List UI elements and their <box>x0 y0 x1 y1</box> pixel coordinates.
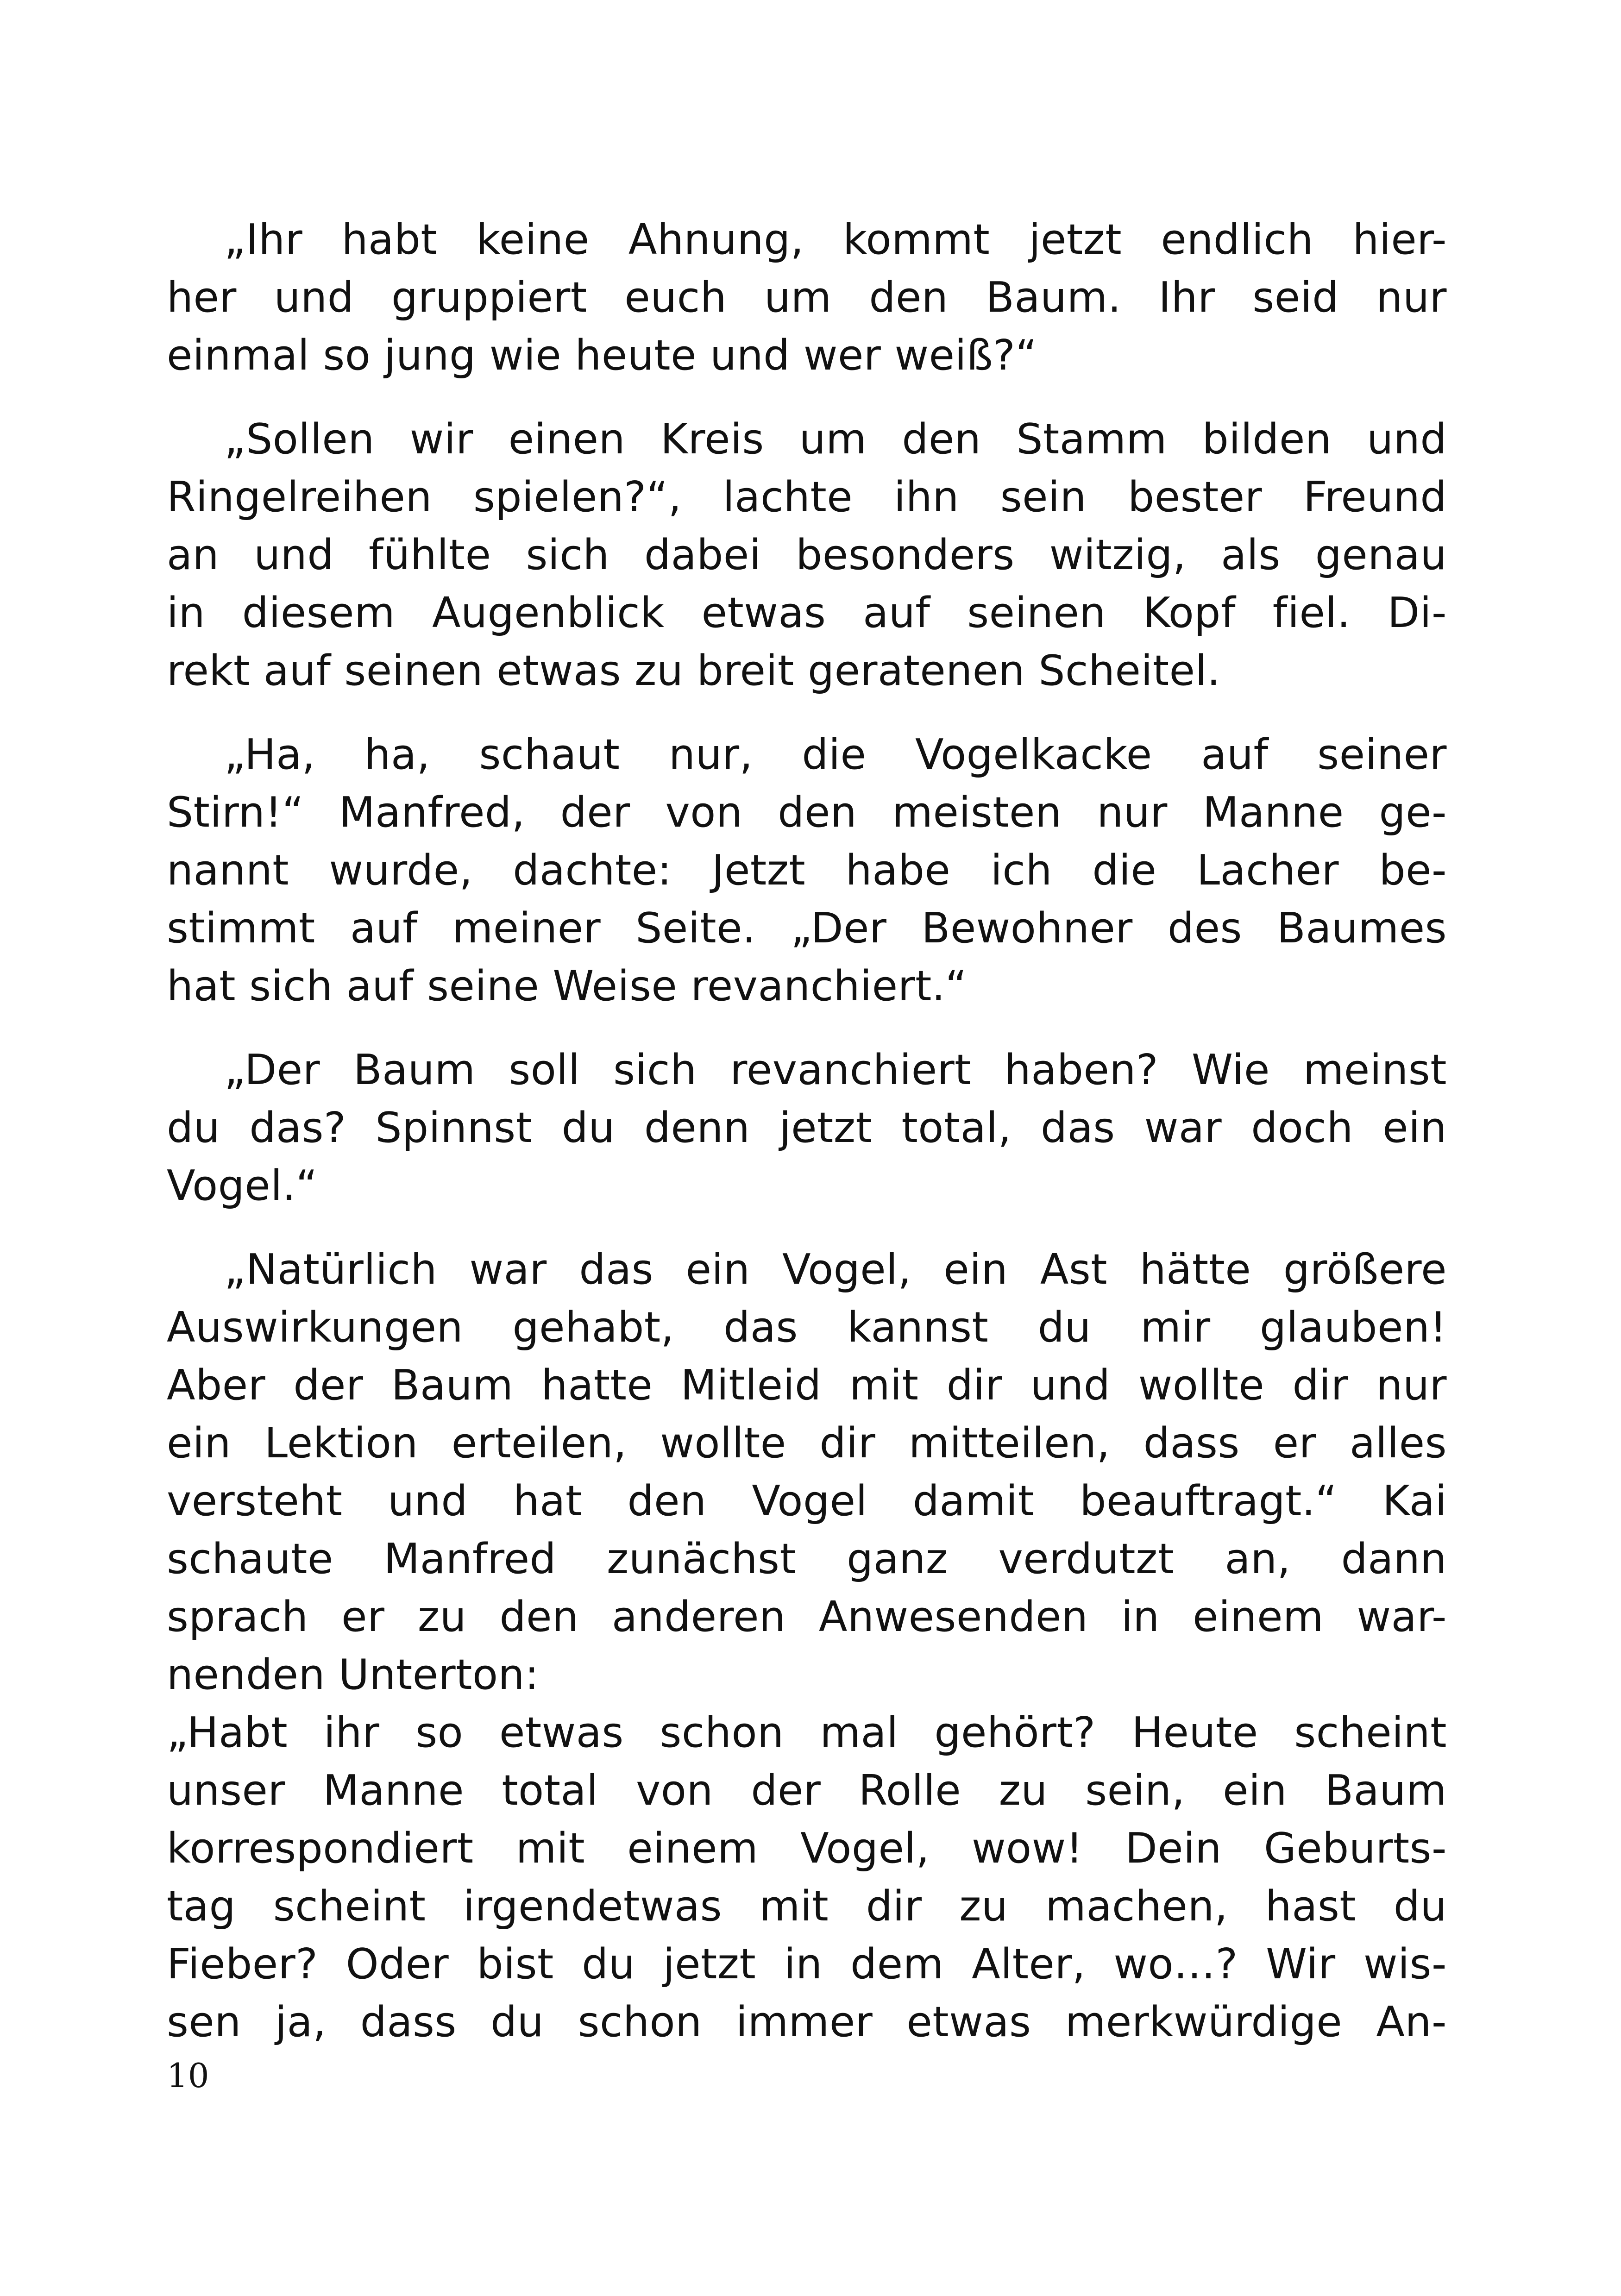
text-line: Vogel.“ <box>167 1161 318 1210</box>
text-line: schaute Manfred zunächst ganz verdutzt an, dann <box>167 1535 1447 1583</box>
text-line: „Ihr habt keine Ahnung, kommt jetzt endlich hier- <box>224 215 1447 264</box>
text-line: tag scheint irgendetwas mit dir zu machen, hast du <box>167 1882 1447 1931</box>
text-line: „Ha, ha, schaut nur, die Vogelkacke auf seiner <box>224 730 1447 779</box>
paragraph <box>167 1041 1447 1215</box>
text-line: ein Lektion erteilen, wollte dir mitteilen, dass er alles <box>167 1419 1447 1468</box>
text-line: nenden Unterton: <box>167 1650 539 1699</box>
paragraph <box>167 1241 1447 1704</box>
text-line: „Der Baum soll sich revanchiert haben? Wie meinst <box>224 1046 1447 1094</box>
text-line: unser Manne total von der Rolle zu sein, ein Baum <box>167 1766 1447 1815</box>
text-line: korrespondiert mit einem Vogel, wow! Dein Geburts- <box>167 1824 1447 1873</box>
text-line: „Habt ihr so etwas schon mal gehört? Heute scheint <box>167 1708 1447 1757</box>
text-line: Ringelreihen spielen?“, lachte ihn sein bester Freund <box>167 473 1447 521</box>
text-line: rekt auf seinen etwas zu breit geratenen Scheitel. <box>167 646 1221 695</box>
text-line: „Sollen wir einen Kreis um den Stamm bilden und <box>224 415 1447 464</box>
text-block <box>167 211 1447 2051</box>
text-line: stimmt auf meiner Seite. „Der Bewohner des Baumes <box>167 904 1447 953</box>
paragraph <box>167 726 1447 1015</box>
paragraph <box>167 410 1447 700</box>
text-line: nannt wurde, dachte: Jetzt habe ich die Lacher be- <box>167 846 1447 895</box>
paragraph <box>167 211 1447 384</box>
text-line: einmal so jung wie heute und wer weiß?“ <box>167 331 1037 380</box>
text-line: Stirn!“ Manfred, der von den meisten nur Manne ge- <box>167 788 1447 837</box>
text-line: Auswirkungen gehabt, das kannst du mir glauben! <box>167 1303 1447 1352</box>
text-line: du das? Spinnst du denn jetzt total, das war doch ein <box>167 1104 1447 1152</box>
text-line: in diesem Augenblick etwas auf seinen Kopf fiel. Di- <box>167 589 1447 637</box>
text-line: an und fühlte sich dabei besonders witzig, als genau <box>167 531 1447 579</box>
text-line: Fieber? Oder bist du jetzt in dem Alter, wo…? Wir wis- <box>167 1940 1447 1989</box>
text-line: Aber der Baum hatte Mitleid mit dir und wollte dir nur <box>167 1361 1447 1410</box>
text-line: her und gruppiert euch um den Baum. Ihr seid nur <box>167 273 1447 322</box>
text-line: „Natürlich war das ein Vogel, ein Ast hätte größere <box>224 1245 1447 1294</box>
page-number: 10 <box>167 2056 209 2095</box>
text-line: hat sich auf seine Weise revanchiert.“ <box>167 962 968 1010</box>
text-line: sen ja, dass du schon immer etwas merkwürdige An- <box>167 1998 1447 2046</box>
paragraph <box>167 1704 1447 2051</box>
text-line: sprach er zu den anderen Anwesenden in einem war- <box>167 1593 1447 1641</box>
text-line: versteht und hat den Vogel damit beauftragt.“ Kai <box>167 1477 1447 1525</box>
